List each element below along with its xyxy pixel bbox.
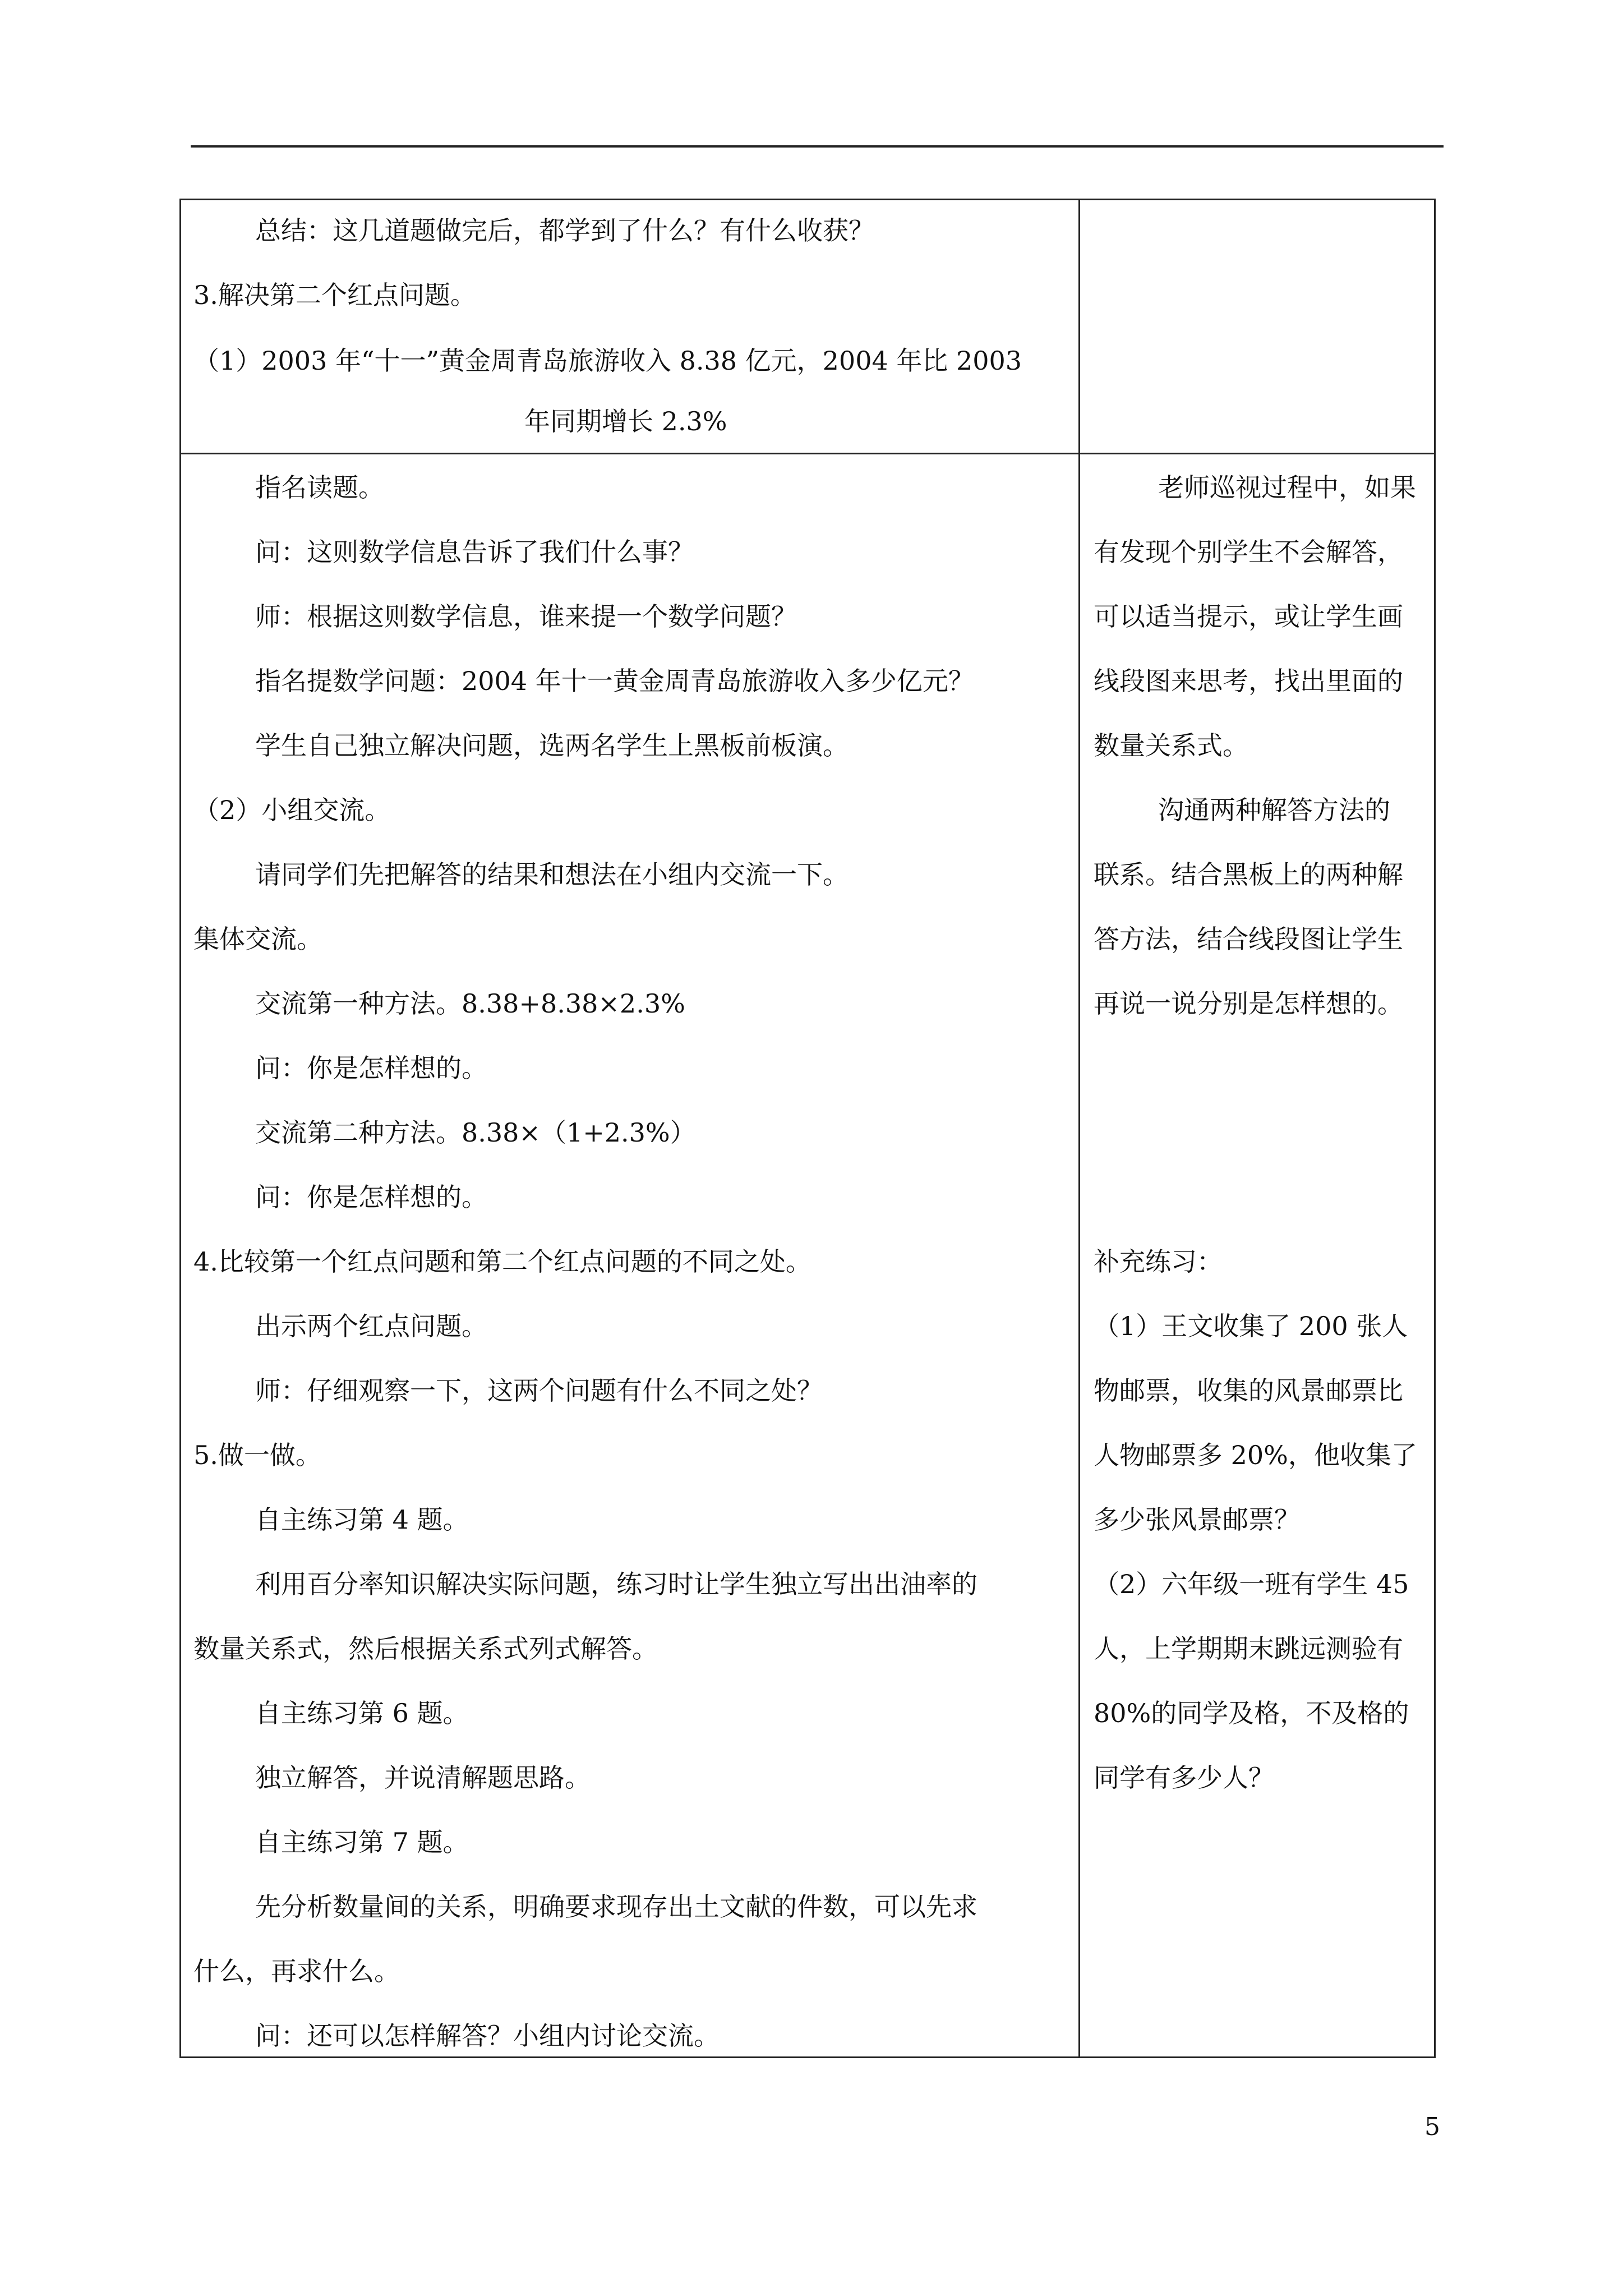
text-line: 问：这则数学信息告诉了我们什么事？ — [255, 537, 694, 567]
note-line: 答方法，结合线段图让学生 — [1094, 924, 1403, 954]
text-line: 出示两个红点问题。 — [255, 1311, 487, 1341]
note-line: 80%的同学及格，不及格的 — [1094, 1698, 1409, 1728]
text-line: 自主练习第 7 题。 — [255, 1827, 469, 1857]
text-line: 自主练习第 6 题。 — [255, 1698, 469, 1728]
row-divider — [181, 453, 1434, 454]
text-line: 先分析数量间的关系，明确要求现存出土文献的件数，可以先求 — [255, 1892, 978, 1922]
text-line: 问：你是怎样想的。 — [255, 1182, 487, 1212]
note-line: （1）王文收集了 200 张人 — [1094, 1311, 1408, 1341]
text-line: 问：你是怎样想的。 — [255, 1053, 487, 1083]
text-line: 3.解决第二个红点问题。 — [193, 280, 476, 310]
header-rule — [191, 145, 1444, 148]
note-line: 联系。结合黑板上的两种解 — [1094, 859, 1403, 890]
note-line: 老师巡视过程中，如果 — [1158, 472, 1416, 503]
text-line: 集体交流。 — [193, 924, 322, 954]
text-line: 指名读题。 — [255, 472, 384, 503]
text-line: （2）小组交流。 — [193, 795, 391, 825]
text-line: 师：仔细观察一下，这两个问题有什么不同之处？ — [255, 1375, 823, 1406]
text-line: 独立解答，并说清解题思路。 — [255, 1763, 591, 1793]
note-line: 人，上学期期末跳远测验有 — [1094, 1634, 1403, 1664]
note-line: 有发现个别学生不会解答， — [1094, 537, 1403, 567]
note-line: 沟通两种解答方法的 — [1158, 795, 1390, 825]
note-line: （2）六年级一班有学生 45 — [1094, 1569, 1409, 1599]
text-line: 年同期增长 2.3% — [524, 406, 727, 436]
text-line: 总结：这几道题做完后，都学到了什么？有什么收获？ — [255, 215, 874, 246]
note-line: 人物邮票多 20%，他收集了 — [1094, 1440, 1417, 1470]
text-line: 4.比较第一个红点问题和第二个红点问题的不同之处。 — [193, 1246, 811, 1277]
text-line: 学生自己独立解决问题，选两名学生上黑板前板演。 — [255, 730, 849, 761]
column-divider — [1078, 200, 1080, 2056]
text-line: 指名提数学问题：2004 年十一黄金周青岛旅游收入多少亿元？ — [255, 666, 974, 696]
text-line: 师：根据这则数学信息，谁来提一个数学问题？ — [255, 601, 797, 632]
text-line: 5.做一做。 — [193, 1440, 321, 1470]
note-line: 线段图来思考，找出里面的 — [1094, 666, 1403, 696]
text-line: 数量关系式，然后根据关系式列式解答。 — [193, 1634, 658, 1664]
text-line: 交流第一种方法。8.38+8.38×2.3% — [255, 988, 685, 1019]
text-line: 交流第二种方法。8.38×（1+2.3%） — [255, 1117, 696, 1148]
text-line: （1）2003 年“十一”黄金周青岛旅游收入 8.38 亿元，2004 年比 2003 — [193, 346, 1022, 376]
page-number: 5 — [1424, 2113, 1440, 2141]
note-line: 同学有多少人？ — [1094, 1763, 1274, 1793]
text-line: 自主练习第 4 题。 — [255, 1504, 469, 1535]
note-line: 再说一说分别是怎样想的。 — [1094, 988, 1403, 1019]
note-line: 物邮票，收集的风景邮票比 — [1094, 1375, 1403, 1406]
note-line: 补充练习： — [1094, 1246, 1223, 1277]
text-line: 请同学们先把解答的结果和想法在小组内交流一下。 — [255, 859, 849, 890]
text-line: 利用百分率知识解决实际问题，练习时让学生独立写出出油率的 — [255, 1569, 978, 1599]
note-line: 数量关系式。 — [1094, 730, 1248, 761]
text-line: 问：还可以怎样解答？小组内讨论交流。 — [255, 2021, 720, 2051]
note-line: 可以适当提示，或让学生画 — [1094, 601, 1403, 632]
note-line: 多少张风景邮票？ — [1094, 1504, 1300, 1535]
text-line: 什么，再求什么。 — [193, 1956, 400, 1986]
